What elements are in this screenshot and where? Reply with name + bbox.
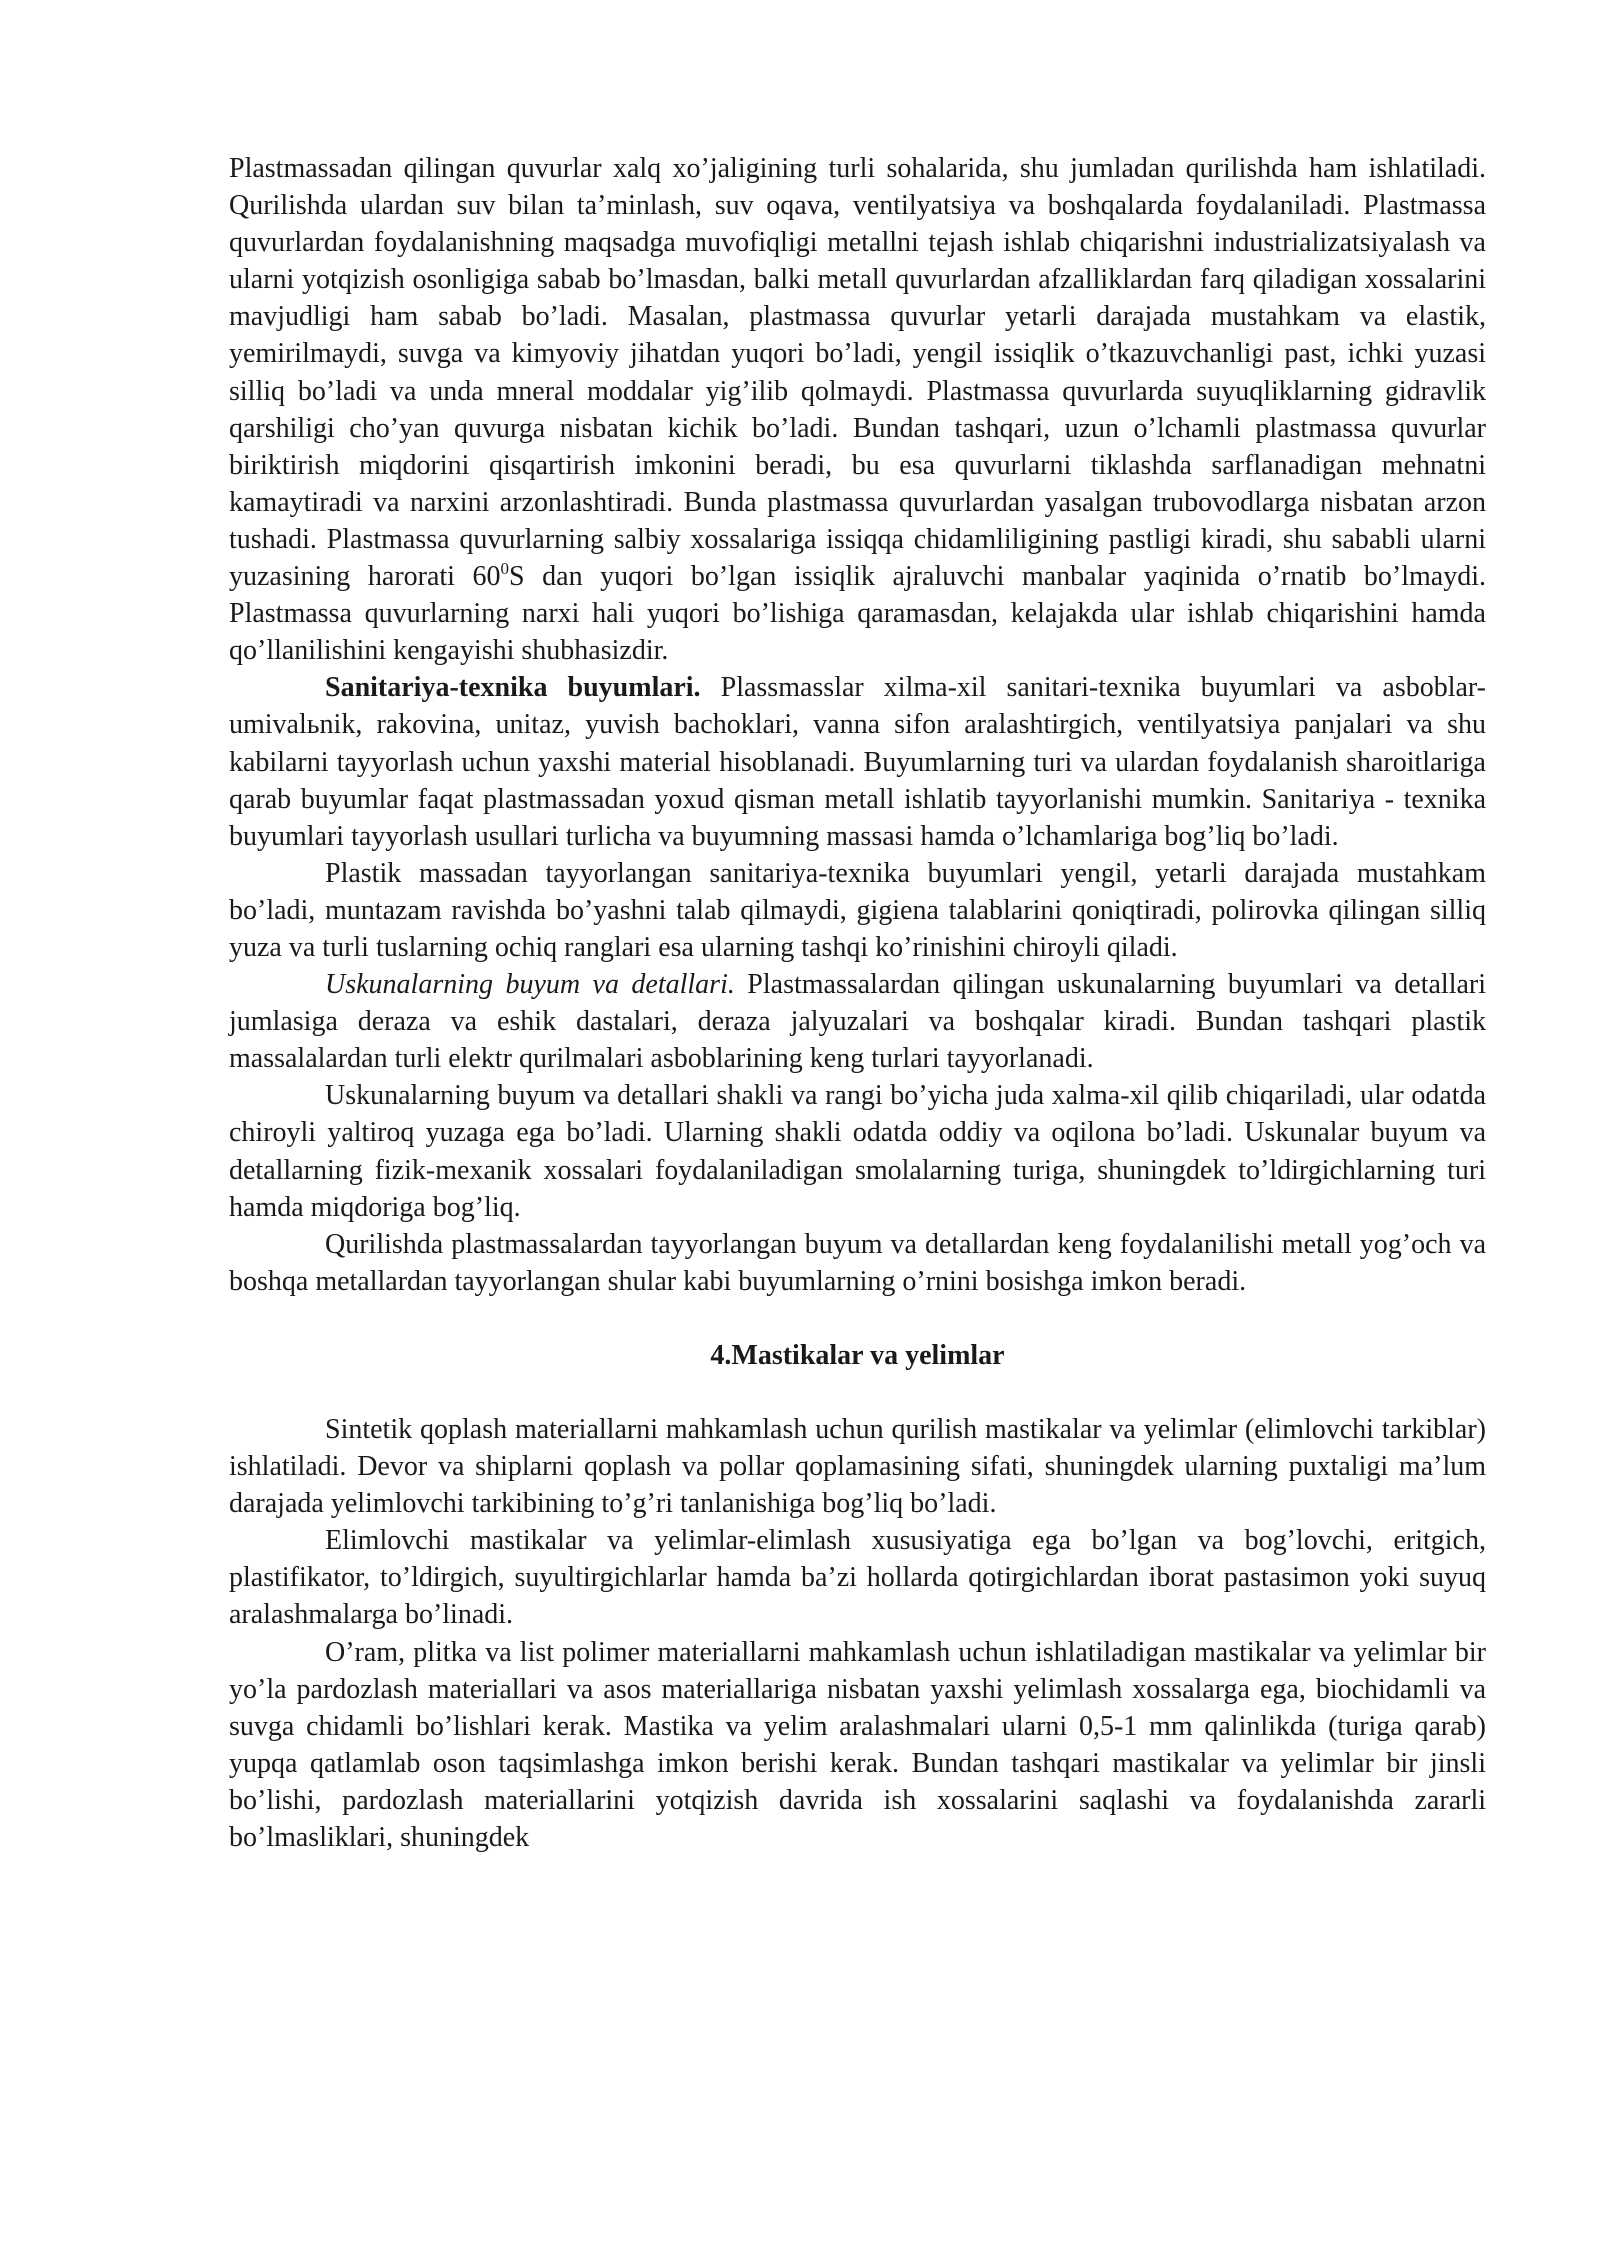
- section-lead-bold: Sanitariya-texnika buyumlari.: [325, 672, 701, 704]
- paragraph-sanitary-products: [229, 669, 1486, 854]
- paragraph-text: Plastmassadan qilingan quvurlar xalq xo’jaligining turli sohalarida, shu jumladan qurilishda ham ishlatiladi. Qurilishda ulardan suv bilan ta’minlash, suv oqava, ventilyatsiya va boshqalarda foydalaniladi. Plastmassa quvurlardan foydalanishning maqsadga muvofiqligi metallni tejash ishlab chiqarishni industrializatsiyalash va ularni yotqizish osonligiga sabab bo’lmasdan, balki metall quvurlardan afzalliklardan farq qiladigan xossalarini mavjudligi ham sabab bo’ladi. Masalan, plastmassa quvurlar yetarli darajada mustahkam va elastik, yemirilmaydi, suvga va kimyoviy jihatdan yuqori bo’ladi, yengil issiqlik o’tkazuvchanligi past, ichki yuzasi silliq bo’ladi va unda mneral moddalar yig’ilib qolmaydi. Plastmassa quvurlarda suyuqliklarning gidravlik qarshiligi cho’yan quvurga nisbatan kichik bo’ladi. Bundan tashqari, uzun o’lchamli plastmassa quvurlar biriktirish miqdorini qisqartirish imkonini beradi, bu esa quvurlarni tiklashda sarflanadigan mehnatni kamaytiradi va narxini arzonlashtiradi. Bunda plastmassa quvurlardan yasalgan trubovodlarga nisbatan arzon tushadi. Plastmassa quvurlarning salbiy xossalariga issiqqa chidamliligining pastligi kiradi, shu sababli ularni yuzasining harorati 60: [229, 153, 1486, 593]
- document-page: [229, 150, 1486, 1856]
- paragraph-text: Plastmassalardan qilingan uskunalarning buyumlari va detallari jumlasiga deraza va eshik dastalari, deraza jalyuzalari va boshqalar kiradi. Bundan tashqari plastik massalalardan turli elektr qurilmalari asboblarining keng turlari tayyorlanadi.: [229, 969, 1486, 1075]
- section-heading: 4.Mastikalar va yelimlar: [710, 1339, 1005, 1371]
- paragraph-text: Plassmasslar xilma-xil sanitari-texnika buyumlari va asboblar-umivalьnik, rakovina, unitaz, yuvish bachoklari, vanna sifon aralashtirgich, ventilyatsiya panjalari va shu kabilarni tayyorlash uchun yaxshi material hisoblanadi. Buyumlarning turi va ulardan foydalanish sharoitlariga qarab buyumlar faqat plastmassadan yoxud qisman metall ishlatib tayyorlanishi mumkin. Sanitariya - texnika buyumlari tayyorlash usullari turlicha va buyumning massasi hamda o’lchamlariga bog’liq bo’ladi.: [229, 672, 1487, 852]
- paragraph-text: S dan yuqori bo’lgan issiqlik ajraluvchi manbalar yaqinida o’rnatib bo’lmaydi. Plastmassa quvurlarning narxi hali yuqori bo’lishiga qaramasdan, kelajakda ular ishlab chiqarishini hamda qo’llanilishini kengayishi shubhasizdir.: [229, 561, 1487, 667]
- paragraph-mastics-requirements: O’ram, plitka va list polimer materiallarni mahkamlash uchun ishlatiladigan mastikalar va yelimlar bir yo’la pardozlash materiallari va asos materiallariga nisbatan yaxshi yelimlash xossalarga ega, biochidamli va suvga chidamli bo’lishlari kerak. Mastika va yelim aralashmalari ularni 0,5-1 mm qalinlikda (turiga qarab) yupqa qatlamlab oson taqsimlashga imkon berishi kerak. Bundan tashqari mastikalar va yelimlar bir jinsli bo’lishi, pardozlash materiallarini yotqizish davrida ish xossalarini saqlashi va foydalanishda zararli bo’lmasliklari, shuningdek: [229, 1636, 1486, 1854]
- paragraph-mastics-intro: Sintetik qoplash materiallarni mahkamlash uchun qurilish mastikalar va yelimlar (elimlovchi tarkiblar) ishlatiladi. Devor va shiplarni qoplash va pollar qoplamasining sifati, shuningdek ularning puxtaligi ma’lum darajada yelimlovchi tarkibining to’g’ri tanlanishiga bog’liq bo’ladi.: [229, 1414, 1486, 1520]
- paragraph-construction-use: Qurilishda plastmassalardan tayyorlangan buyum va detallardan keng foydalanilishi metall yog’och va boshqa metallardan tayyorlangan shular kabi buyumlarning o’rnini bosishga imkon beradi.: [229, 1228, 1486, 1297]
- section-lead-italic: Uskunalarning buyum va detallari.: [325, 969, 735, 1001]
- paragraph-plastic-pipes: [229, 150, 1486, 669]
- paragraph-equipment-shape: Uskunalarning buyum va detallari shakli va rangi bo’yicha juda xalma-xil qilib chiqariladi, ular odatda chiroyli yaltiroq yuzaga ega bo’ladi. Ularning shakli odatda oddiy va oqilona bo’ladi. Uskunalar buyum va detallarning fizik-mexanik xossalari foydalaniladigan smolalarning turiga, shuningdek to’ldirgichlarning turi hamda miqdoriga bog’liq.: [229, 1080, 1486, 1223]
- superscript-degree: 0: [500, 559, 510, 579]
- paragraph-mastics-composition: Elimlovchi mastikalar va yelimlar-elimlash xususiyatiga ega bo’lgan va bog’lovchi, eritgich, plastifikator, to’ldirgich, suyultirgichlarlar hamda ba’zi hollarda qotirgichlardan iborat pastasimon yoki suyuq aralashmalarga bo’linadi.: [229, 1525, 1486, 1631]
- paragraph-plastic-sanitary: Plastik massadan tayyorlangan sanitariya-texnika buyumlari yengil, yetarli darajada mustahkam bo’ladi, muntazam ravishda bo’yashni talab qilmaydi, gigiena talablarini qoniqtiradi, polirovka qilingan silliq yuza va turli tuslarning ochiq ranglari esa ularning tashqi ko’rinishini chiroyli qiladi.: [229, 857, 1486, 963]
- paragraph-equipment-parts: [229, 966, 1486, 1077]
